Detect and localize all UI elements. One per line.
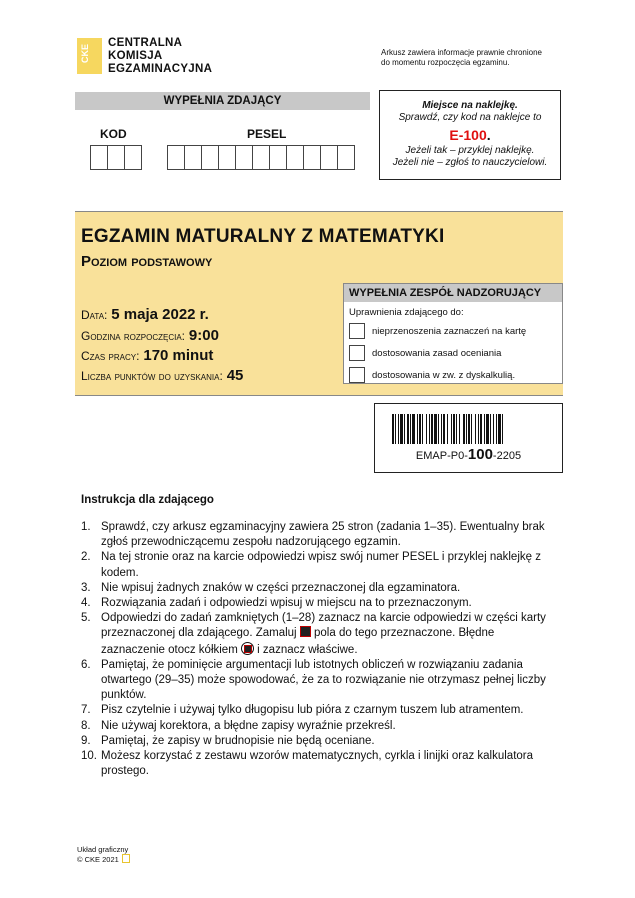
pesel-box[interactable] <box>252 145 270 170</box>
item-text-part: Odpowiedzi do zadań zamkniętych (1–28) zaznacz na karcie odpowiedzi w części karty przeznaczonej dla zdającego. Zamaluj <box>101 612 546 640</box>
barcode-bar <box>502 414 503 444</box>
logo-mark-text: CKE <box>80 44 90 64</box>
barcode-bar <box>441 414 442 444</box>
exam-start <box>81 327 219 344</box>
kod-box[interactable] <box>124 145 142 170</box>
exam-points <box>81 367 243 384</box>
sticker-line-2: Sprawdź, czy kod na naklejce to <box>398 112 542 123</box>
instruction-item <box>81 550 551 580</box>
item-number: 6. <box>81 658 91 671</box>
circled-square-icon <box>241 642 254 655</box>
item-text: Pamiętaj, że pominięcie argumentacji lub istotnych obliczeń w rozwiązaniu zadania otwartego (29–35) może spowodować, że za to rozwiązanie nie otrzymasz pełnej liczby punktów. <box>101 658 546 702</box>
barcode-bar <box>404 414 405 444</box>
barcode-icon <box>392 414 544 444</box>
option-label: nieprzenoszenia zaznaczeń na kartę <box>372 325 527 337</box>
item-number: 5. <box>81 612 91 625</box>
cke-logo-text <box>108 37 212 76</box>
item-number: 8. <box>81 719 91 732</box>
pesel-label: PESEL <box>247 127 287 141</box>
candidate-fill-header: WYPEŁNIA ZDAJĄCY <box>75 92 370 110</box>
barcode-bar <box>480 414 482 444</box>
barcode-bar <box>419 414 421 444</box>
barcode-bar <box>453 414 455 444</box>
barcode-bold: 100 <box>467 446 493 463</box>
barcode-bar <box>463 414 465 444</box>
barcode-bar <box>484 414 485 444</box>
option-checkbox[interactable] <box>349 323 365 339</box>
barcode-bar <box>410 414 411 444</box>
footer-line-2 <box>77 854 130 864</box>
logo-line-1: CENTRALNA <box>108 37 183 49</box>
option-label: dostosowania zasad oceniania <box>372 347 502 359</box>
barcode-bar <box>392 414 394 444</box>
sticker-area[interactable] <box>379 90 561 180</box>
supervisors-subtitle: Uprawnienia zdającego do: <box>349 307 464 318</box>
item-text: Sprawdź, czy arkusz egzaminacyjny zawiera 25 stron (zadania 1–35). Ewentualny brak zgłoś przewodniczącemu zespołu nadzorującego egzamin. <box>101 521 545 549</box>
footer-line-1: Układ graficzny <box>77 845 129 854</box>
barcode-bar <box>443 414 445 444</box>
supervisor-option[interactable] <box>349 322 562 340</box>
instruction-item <box>81 749 551 779</box>
start-value: 9:00 <box>188 327 219 344</box>
barcode-bar <box>496 414 497 444</box>
option-checkbox[interactable] <box>349 367 365 383</box>
exam-date <box>81 306 209 323</box>
barcode-bar <box>400 414 403 444</box>
logo-line-3: EGZAMINACYJNA <box>108 63 213 75</box>
instructions-list <box>81 520 551 779</box>
instruction-item <box>81 611 551 658</box>
item-text: Pisz czytelnie i używaj tylko długopisu lub pióra z czarnym tuszem lub atramentem. <box>101 704 524 717</box>
barcode-bar <box>466 414 467 444</box>
barcode-bar <box>486 414 489 444</box>
notice-line-2: do momentu rozpoczęcia egzaminu. <box>381 58 510 67</box>
duration-value: 170 minut <box>143 347 214 364</box>
barcode-label <box>375 446 562 463</box>
barcode-bar <box>431 414 433 444</box>
notice-line-1: Arkusz zawiera informacje prawnie chronione <box>381 48 542 57</box>
barcode-bar <box>468 414 470 444</box>
barcode-bar <box>471 414 472 444</box>
instruction-item <box>81 719 551 734</box>
item-number: 10. <box>81 750 97 763</box>
supervisor-option[interactable] <box>349 344 562 362</box>
barcode-bar <box>447 414 448 444</box>
barcode-bar <box>417 414 418 444</box>
sticker-code-value: E-100 <box>449 127 487 143</box>
kod-box[interactable] <box>107 145 125 170</box>
footer <box>77 845 130 864</box>
pesel-box[interactable] <box>184 145 202 170</box>
barcode-bar <box>412 414 415 444</box>
barcode-bar <box>429 414 430 444</box>
start-label: Godzina rozpoczęcia: <box>81 329 186 343</box>
barcode-box <box>374 403 563 473</box>
instruction-item <box>81 596 551 611</box>
sticker-code <box>380 126 560 144</box>
barcode-prefix: EMAP-P0- <box>415 450 468 462</box>
barcode-bar <box>398 414 399 444</box>
footer-logo-icon <box>122 854 130 863</box>
footer-copyright: © CKE 2021 <box>77 855 119 864</box>
sticker-line-4: Jeżeli nie – zgłoś to nauczycielowi. <box>392 157 548 168</box>
pesel-box[interactable] <box>286 145 304 170</box>
kod-label: KOD <box>100 127 127 141</box>
option-checkbox[interactable] <box>349 345 365 361</box>
points-value: 45 <box>226 367 244 384</box>
item-text: Pamiętaj, że zapisy w brudnopisie nie będą oceniane. <box>101 734 375 747</box>
item-number: 3. <box>81 581 91 594</box>
instruction-item <box>81 734 551 749</box>
instructions-title: Instrukcja dla zdającego <box>81 494 214 506</box>
exam-title: EGZAMIN MATURALNY Z MATEMATYKI <box>81 226 445 247</box>
barcode-bar <box>475 414 476 444</box>
sticker-code-suffix: . <box>486 127 491 143</box>
supervisor-option[interactable] <box>349 366 562 384</box>
date-value: 5 maja 2022 r. <box>111 306 209 323</box>
barcode-bar <box>498 414 501 444</box>
pesel-box[interactable] <box>218 145 236 170</box>
barcode-bar <box>426 414 427 444</box>
sticker-line-3: Jeżeli tak – przyklej naklejkę. <box>405 145 535 156</box>
instruction-item <box>81 703 551 718</box>
item-text-part: i zaznacz właściwe. <box>253 643 358 656</box>
barcode-bar <box>434 414 437 444</box>
item-number: 9. <box>81 734 91 747</box>
pesel-input-boxes[interactable] <box>167 145 354 170</box>
kod-input-boxes[interactable] <box>90 145 141 170</box>
instruction-item <box>81 520 551 550</box>
exam-level: Poziom podstawowy <box>81 253 213 270</box>
item-number: 1. <box>81 521 91 533</box>
cke-logo-mark <box>77 38 102 74</box>
instruction-item <box>81 581 551 596</box>
item-text: Rozwiązania zadań i odpowiedzi wpisuj w miejscu na to przeznaczonym. <box>101 597 472 610</box>
logo-line-2: KOMISJA <box>108 50 163 62</box>
pesel-box[interactable] <box>269 145 287 170</box>
item-text: Możesz korzystać z zestawu wzorów matematycznych, cyrkla i linijki oraz kalkulatora prostego. <box>101 750 534 778</box>
barcode-bar <box>422 414 423 444</box>
barcode-bar <box>395 414 396 444</box>
duration-label: Czas pracy: <box>81 349 140 363</box>
barcode-bar <box>459 414 460 444</box>
sticker-line-1: Miejsce na naklejkę. <box>422 100 518 111</box>
item-number: 7. <box>81 704 91 717</box>
barcode-suffix: -2205 <box>492 450 522 462</box>
item-number: 4. <box>81 597 91 610</box>
barcode-bar <box>407 414 409 444</box>
legal-notice <box>381 48 571 68</box>
instruction-item <box>81 658 551 704</box>
pesel-box[interactable] <box>167 145 185 170</box>
pesel-box[interactable] <box>235 145 253 170</box>
option-label: dostosowania w zw. z dyskalkulią. <box>372 369 516 381</box>
pesel-box[interactable] <box>337 145 355 170</box>
item-text-part: pola do tego przeznaczone. Błędne zaznaczenie otocz kółkiem <box>101 627 495 656</box>
barcode-bar <box>478 414 479 444</box>
barcode-bar <box>456 414 457 444</box>
pesel-box[interactable] <box>201 145 219 170</box>
date-label: Data: <box>81 308 108 322</box>
item-number: 2. <box>81 551 91 564</box>
filled-square-icon <box>300 626 311 637</box>
barcode-bar <box>451 414 452 444</box>
kod-box[interactable] <box>90 145 108 170</box>
exam-duration <box>81 347 213 364</box>
points-label: Liczba punktów do uzyskania: <box>81 369 223 383</box>
item-text <box>101 611 551 658</box>
barcode-bar <box>438 414 439 444</box>
item-text: Na tej stronie oraz na karcie odpowiedzi wpisz swój numer PESEL i przyklej naklejkę z kodem. <box>101 551 541 579</box>
pesel-box[interactable] <box>303 145 321 170</box>
barcode-bar <box>490 414 491 444</box>
barcode-bar <box>493 414 494 444</box>
item-text: Nie używaj korektora, a błędne zapisy wyraźnie przekreśl. <box>101 719 396 732</box>
supervisors-box <box>343 283 563 384</box>
supervisors-header: WYPEŁNIA ZESPÓŁ NADZORUJĄCY <box>344 284 562 302</box>
item-text: Nie wpisuj żadnych znaków w części przeznaczonej dla egzaminatora. <box>101 581 461 594</box>
pesel-box[interactable] <box>320 145 338 170</box>
